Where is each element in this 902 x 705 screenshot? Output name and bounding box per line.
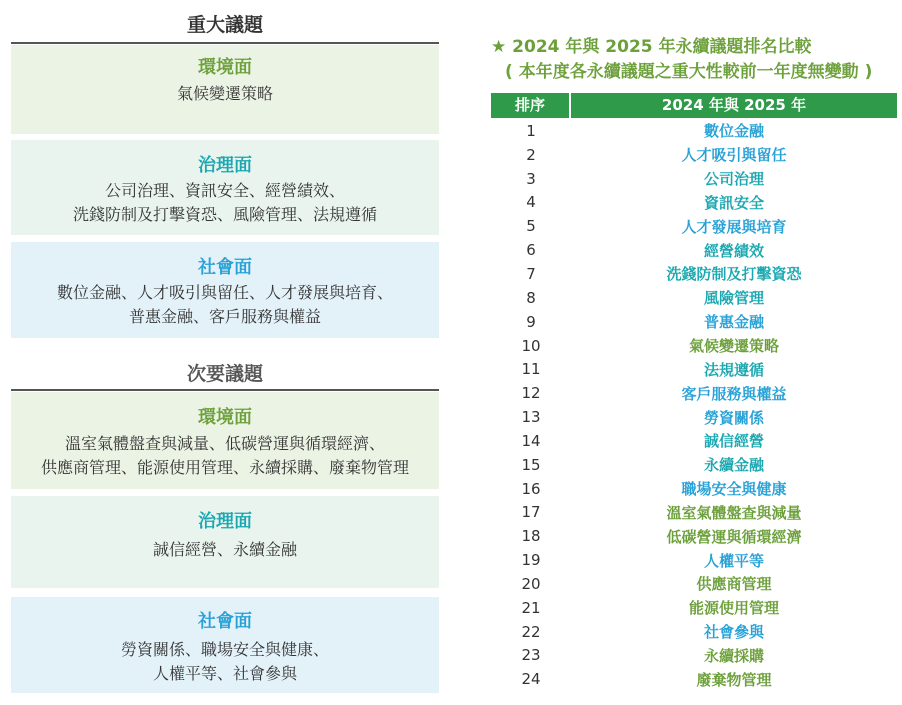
table-row xyxy=(491,357,897,381)
ranking-title: ★ 2024 年與 2025 年永續議題排名比較 xyxy=(491,37,812,57)
minor-social-box xyxy=(11,597,439,693)
rank-cell: 10 xyxy=(521,336,541,355)
table-row xyxy=(491,191,897,215)
table-row xyxy=(491,214,897,238)
major-environment-heading: 環境面 xyxy=(198,57,252,78)
table-row xyxy=(491,572,897,596)
minor-social-line-2: 人權平等、社會參與 xyxy=(152,664,297,683)
table-row xyxy=(491,644,897,668)
rank-cell: 6 xyxy=(526,241,536,260)
major-environment-box xyxy=(11,45,439,134)
topic-cell: 職場安全與健康 xyxy=(681,480,787,499)
topic-cell: 供應商管理 xyxy=(696,575,772,594)
minor-governance-box xyxy=(11,496,439,588)
rank-cell: 17 xyxy=(521,503,541,522)
minor-social-line-1: 勞資關係、職場安全與健康、 xyxy=(120,640,329,659)
topic-cell: 公司治理 xyxy=(703,170,764,189)
table-row xyxy=(491,453,897,477)
table-row xyxy=(491,262,897,286)
rank-cell: 20 xyxy=(521,574,541,593)
header-rank: 排序 xyxy=(491,93,569,118)
topic-cell: 經營績效 xyxy=(703,241,764,260)
rank-cell: 9 xyxy=(526,312,536,331)
minor-divider xyxy=(11,389,439,391)
topic-cell: 洗錢防制及打擊資恐 xyxy=(666,265,802,284)
rank-cell: 8 xyxy=(526,288,536,307)
rank-cell: 21 xyxy=(521,598,541,617)
ranking-table-body xyxy=(491,119,897,691)
ranking-note: ( 本年度各永續議題之重大性較前一年度無變動 ) xyxy=(505,62,873,82)
topic-cell: 廢棄物管理 xyxy=(696,670,772,689)
major-governance-box xyxy=(11,140,439,235)
rank-cell: 13 xyxy=(521,408,541,427)
rank-cell: 4 xyxy=(526,193,536,212)
major-social-box xyxy=(11,242,439,338)
rank-cell: 15 xyxy=(521,455,541,474)
rank-cell: 18 xyxy=(521,527,541,546)
table-row xyxy=(491,524,897,548)
topic-cell: 客戶服務與權益 xyxy=(681,384,787,403)
header-years: 2024 年與 2025 年 xyxy=(571,93,897,118)
table-row xyxy=(491,620,897,644)
topic-cell: 法規遵循 xyxy=(703,360,764,379)
rank-cell: 16 xyxy=(521,479,541,498)
rank-cell: 14 xyxy=(521,431,541,450)
rank-cell: 24 xyxy=(521,670,541,689)
major-social-line-1: 數位金融、人才吸引與留任、人才發展與培育、 xyxy=(56,283,393,302)
topic-cell: 永續金融 xyxy=(703,456,764,475)
topic-cell: 誠信經營 xyxy=(703,432,764,451)
table-row xyxy=(491,596,897,620)
minor-environment-box xyxy=(11,392,439,489)
table-row xyxy=(491,501,897,525)
topic-cell: 風險管理 xyxy=(703,289,764,308)
table-row xyxy=(491,334,897,358)
ranking-table-header xyxy=(491,93,897,118)
minor-environment-line-2: 供應商管理、能源使用管理、永續採購、廢棄物管理 xyxy=(40,458,409,477)
rank-cell: 3 xyxy=(526,169,536,188)
rank-cell: 11 xyxy=(521,360,541,379)
table-row xyxy=(491,667,897,691)
major-issues-title: 重大議題 xyxy=(186,14,263,36)
rank-cell: 2 xyxy=(526,145,536,164)
minor-issues-title: 次要議題 xyxy=(186,363,263,385)
table-row xyxy=(491,143,897,167)
rank-cell: 1 xyxy=(526,121,536,140)
topic-cell: 溫室氣體盤查與減量 xyxy=(666,503,802,522)
rank-cell: 7 xyxy=(526,264,536,283)
table-row xyxy=(491,286,897,310)
topic-cell: 資訊安全 xyxy=(703,193,764,212)
topic-cell: 社會參與 xyxy=(703,623,764,642)
topic-cell: 低碳營運與循環經濟 xyxy=(666,527,802,546)
topic-cell: 人權平等 xyxy=(703,551,764,570)
minor-environment-heading: 環境面 xyxy=(198,407,252,428)
table-row xyxy=(491,548,897,572)
major-governance-line-2: 洗錢防制及打擊資恐、風險管理、法規遵循 xyxy=(72,205,377,224)
topic-cell: 永續採購 xyxy=(703,646,764,665)
major-divider xyxy=(11,42,439,44)
major-governance-heading: 治理面 xyxy=(198,155,252,176)
rank-cell: 19 xyxy=(521,551,541,570)
major-governance-line-1: 公司治理、資訊安全、經營績效、 xyxy=(104,181,345,200)
minor-governance-line-1: 誠信經營、永續金融 xyxy=(152,540,297,559)
rank-cell: 22 xyxy=(521,622,541,641)
major-social-heading: 社會面 xyxy=(198,257,252,278)
topic-cell: 氣候變遷策略 xyxy=(688,337,779,356)
rank-cell: 5 xyxy=(526,217,536,236)
table-row xyxy=(491,405,897,429)
minor-environment-line-1: 溫室氣體盤查與減量、低碳營運與循環經濟、 xyxy=(64,434,385,453)
table-row xyxy=(491,477,897,501)
topic-cell: 人才發展與培育 xyxy=(681,217,787,236)
table-row xyxy=(491,238,897,262)
table-row xyxy=(491,429,897,453)
major-environment-line-1: 氣候變遷策略 xyxy=(176,84,273,103)
table-row xyxy=(491,119,897,143)
table-row xyxy=(491,167,897,191)
topic-cell: 普惠金融 xyxy=(703,313,764,332)
topic-cell: 數位金融 xyxy=(703,122,764,141)
minor-social-heading: 社會面 xyxy=(198,611,252,632)
rank-cell: 12 xyxy=(521,384,541,403)
rank-cell: 23 xyxy=(521,646,541,665)
major-social-line-2: 普惠金融、客戶服務與權益 xyxy=(128,307,321,326)
minor-governance-heading: 治理面 xyxy=(198,511,252,532)
table-row xyxy=(491,381,897,405)
topic-cell: 人才吸引與留任 xyxy=(681,146,787,165)
topic-cell: 勞資關係 xyxy=(703,408,764,427)
topic-cell: 能源使用管理 xyxy=(688,599,779,618)
table-row xyxy=(491,310,897,334)
